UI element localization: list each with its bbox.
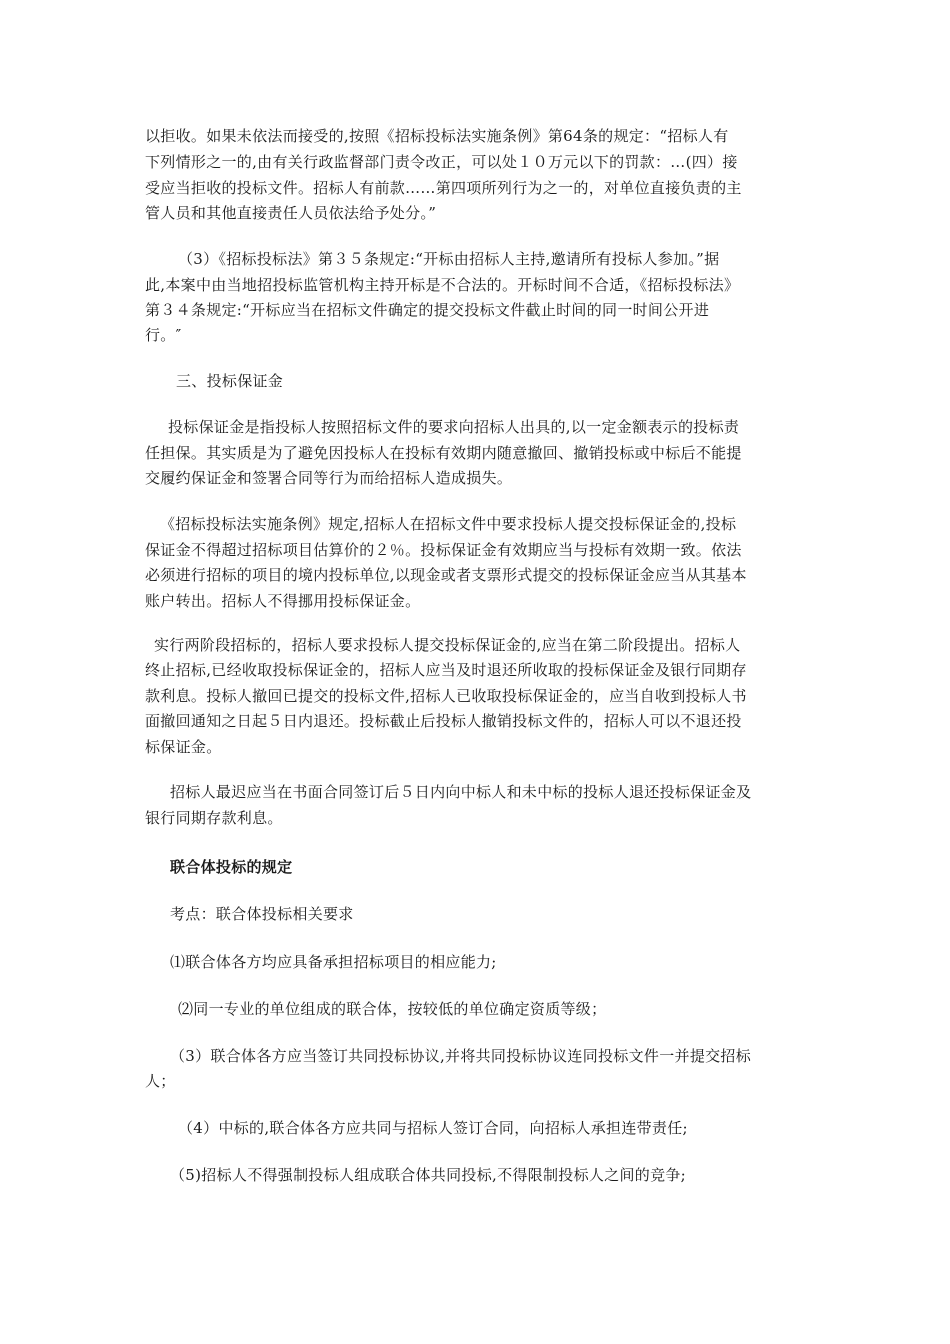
text-line: 行。″ [145,326,182,344]
text-line: （3）《招标投标法》第３５条规定:“开标由招标人主持,邀请所有投标人参加。”据 [178,250,720,268]
section-heading: 三、投标保证金 [176,372,284,390]
text-line: 银行同期存款利息。 [145,809,283,827]
text-line: 此,本案中由当地招投标监管机构主持开标是不合法的。开标时间不合适，《招标投标法》 [145,276,740,294]
text-line: 受应当拒收的投标文件。招标人有前款……第四项所列行为之一的，对单位直接负责的主 [145,179,742,197]
text-line: 必须进行招标的项目的境内投标单位,以现金或者支票形式提交的投标保证金应当从其基本 [145,566,747,584]
text-line: 下列情形之一的,由有关行政监督部门责令改正，可以处１０万元以下的罚款：…(四）接 [145,153,738,171]
text-line: 保证金不得超过招标项目估算价的２％。投标保证金有效期应当与投标有效期一致。依法 [145,541,742,559]
text-line: 投标保证金是指投标人按照招标文件的要求向招标人出具的,以一定金额表示的投标责 [168,418,740,436]
list-item: （4）中标的,联合体各方应共同与招标人签订合同，向招标人承担连带责任; [178,1119,688,1137]
list-item-continuation: 人； [145,1072,176,1090]
text-line: 考点：联合体投标相关要求 [170,905,354,923]
text-line: 招标人最迟应当在书面合同签订后５日内向中标人和未中标的投标人退还投标保证金及 [170,783,752,801]
text-line: 以拒收。如果未依法而接受的,按照《招标投标法实施条例》第64条的规定：“招标人有 [145,127,729,145]
text-line: 任担保。其实质是为了避免因投标人在投标有效期内随意撤回、撤销投标或中标后不能提 [145,444,742,462]
list-item: ⑴联合体各方均应具备承担招标项目的相应能力; [170,953,497,971]
text-line: 交履约保证金和签署合同等行为而给招标人造成损失。 [145,469,513,487]
text-line: 管人员和其他直接责任人员依法给予处分。” [145,204,437,222]
text-line: 《招标投标法实施条例》规定,招标人在招标文件中要求投标人提交投标保证金的,投标 [160,515,737,533]
section-heading: 联合体投标的规定 [170,858,293,876]
text-line: 面撤回通知之日起５日内退还。投标截止后投标人撤销投标文件的，招标人可以不退还投 [145,712,742,730]
text-line: 第３４条规定:“开标应当在招标文件确定的提交投标文件截止时间的同一时间公开进 [145,301,710,319]
text-line: 终止招标,已经收取投标保证金的，招标人应当及时退还所收取的投标保证金及银行同期存 [145,661,747,679]
list-item: ⑵同一专业的单位组成的联合体，按较低的单位确定资质等级； [178,1000,607,1018]
text-line: 款利息。投标人撤回已提交的投标文件,招标人已收取投标保证金的，应当自收到投标人书 [145,687,747,705]
list-item: （3）联合体各方应当签订共同投标协议,并将共同投标协议连同投标文件一并提交招标 [170,1047,752,1065]
text-line: 标保证金。 [145,738,222,756]
text-line: 账户转出。招标人不得挪用投标保证金。 [145,592,421,610]
list-item: （5)招标人不得强制投标人组成联合体共同投标,不得限制投标人之间的竞争; [170,1166,687,1184]
text-line: 实行两阶段招标的，招标人要求投标人提交投标保证金的,应当在第二阶段提出。招标人 [154,636,741,654]
